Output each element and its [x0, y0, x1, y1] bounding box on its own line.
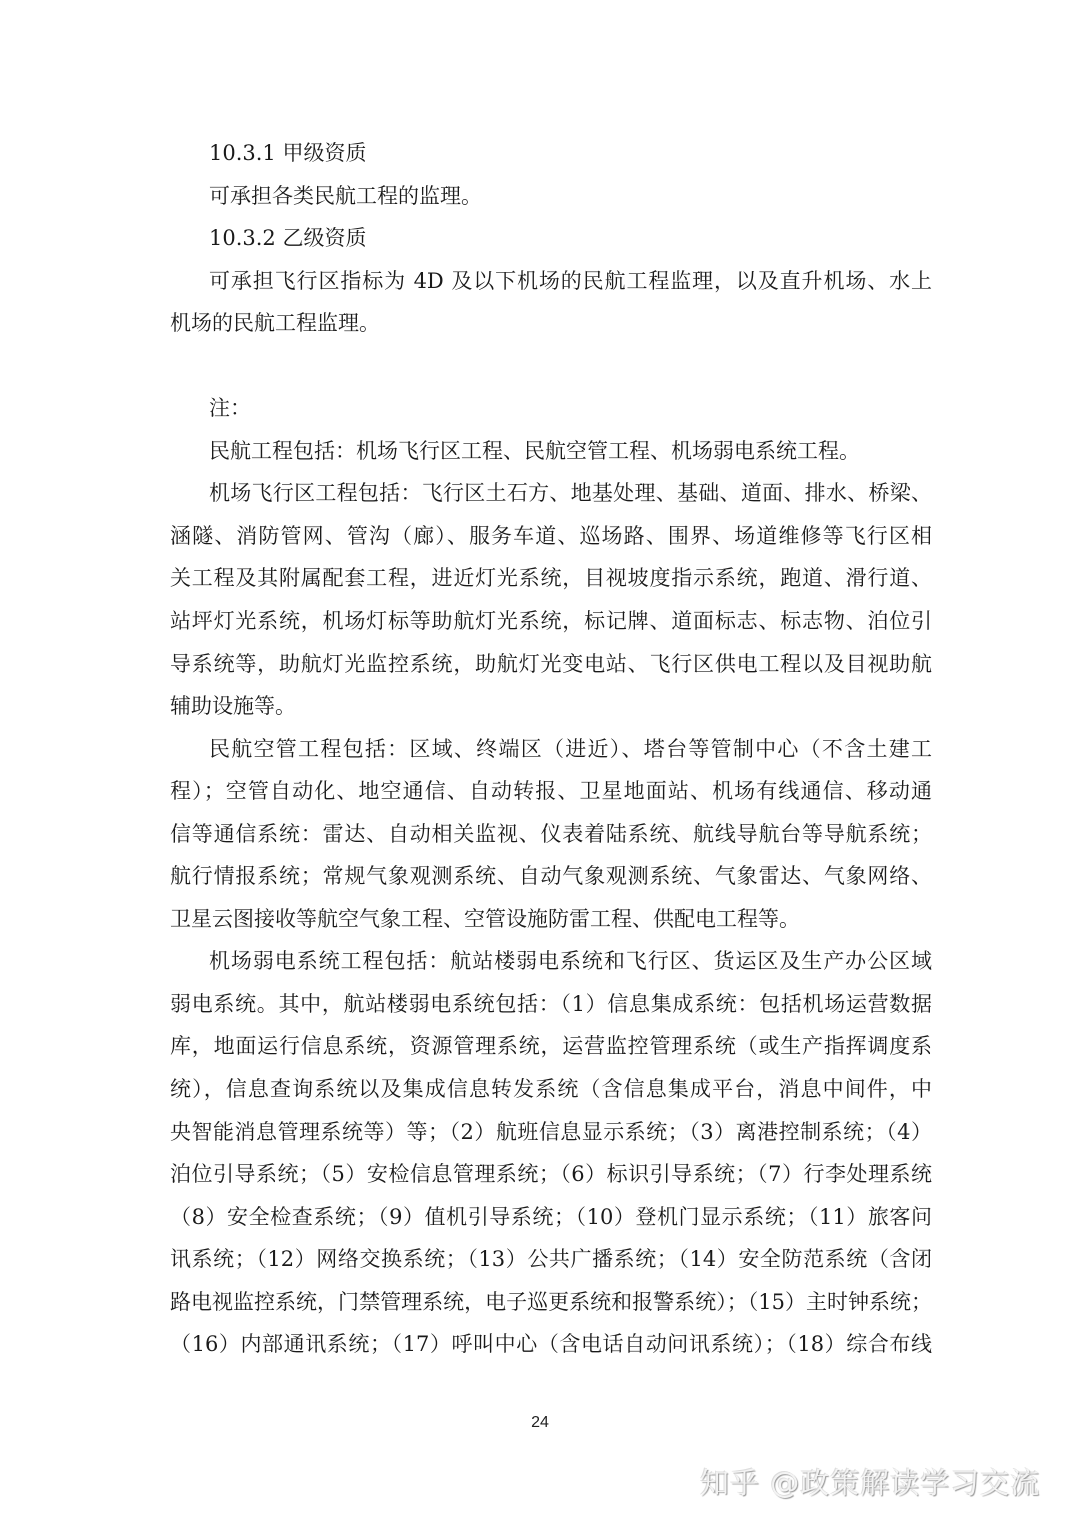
text-line: 讯系统；（12）网络交换系统；（13）公共广播系统；（14）安全防范系统（含闭	[170, 1247, 932, 1272]
text-line: （8）安全检查系统；（9）值机引导系统；（10）登机门显示系统；（11）旅客问	[170, 1204, 932, 1229]
text-line: 统），信息查询系统以及集成信息转发系统（含信息集成平台，消息中间件，中	[170, 1077, 932, 1102]
text-line: 信等通信系统：雷达、自动相关监视、仪表着陆系统、航线导航台等导航系统；	[170, 821, 932, 846]
text-line: 航行情报系统；常规气象观测系统、自动气象观测系统、气象雷达、气象网络、	[170, 864, 932, 889]
text-line: 路电视监控系统，门禁管理系统，电子巡更系统和报警系统）；（15）主时钟系统；	[170, 1289, 932, 1314]
text-line: 机场的民航工程监理。	[170, 311, 380, 336]
text-line: 涵隧、消防管网、管沟（廊）、服务车道、巡场路、围界、场道维修等飞行区相	[170, 523, 932, 548]
text-line: 导系统等，助航灯光监控系统，助航灯光变电站、飞行区供电工程以及目视助航	[170, 651, 932, 676]
text-line: 10.3.1 甲级资质	[209, 141, 367, 165]
document-body	[170, 132, 932, 1366]
text-line: 注：	[209, 396, 251, 421]
text-line: 10.3.2 乙级资质	[209, 226, 367, 251]
text-line: 弱电系统。其中，航站楼弱电系统包括：（1）信息集成系统：包括机场运营数据	[170, 991, 932, 1016]
text-line: 央智能消息管理系统等）等；（2）航班信息显示系统；（3）离港控制系统；（4）	[170, 1119, 932, 1144]
text-line: 可承担飞行区指标为 4D 及以下机场的民航工程监理，以及直升机场、水上	[209, 268, 932, 293]
text-line: 民航工程包括：机场飞行区工程、民航空管工程、机场弱电系统工程。	[209, 438, 860, 463]
text-line: 泊位引导系统；（5）安检信息管理系统；（6）标识引导系统；（7）行李处理系统	[170, 1162, 932, 1187]
text-line: 可承担各类民航工程的监理。	[209, 183, 482, 208]
text-line: 关工程及其附属配套工程，进近灯光系统，目视坡度指示系统，跑道、滑行道、	[170, 566, 932, 591]
text-line: （16）内部通讯系统；（17）呼叫中心（含电话自动问讯系统）；（18）综合布线	[170, 1332, 932, 1357]
zhihu-watermark: 知乎 @政策解读学习交流	[700, 1466, 1041, 1500]
text-line: 辅助设施等。	[170, 694, 296, 719]
text-line: 站坪灯光系统，机场灯标等助航灯光系统，标记牌、道面标志、标志物、泊位引	[170, 609, 932, 634]
text-line: 机场弱电系统工程包括：航站楼弱电系统和飞行区、货运区及生产办公区域	[209, 949, 932, 974]
text-line: 民航空管工程包括：区域、终端区（进近）、塔台等管制中心（不含土建工	[209, 736, 932, 761]
text-line: 机场飞行区工程包括：飞行区土石方、地基处理、基础、道面、排水、桥梁、	[209, 481, 932, 506]
text-line: 库，地面运行信息系统，资源管理系统，运营监控管理系统（或生产指挥调度系	[170, 1034, 932, 1059]
text-line: 程）；空管自动化、地空通信、自动转报、卫星地面站、机场有线通信、移动通	[170, 779, 932, 804]
page-number: 24	[531, 1414, 549, 1431]
text-line: 卫星云图接收等航空气象工程、空管设施防雷工程、供配电工程等。	[170, 906, 800, 931]
text-line	[170, 345, 932, 388]
